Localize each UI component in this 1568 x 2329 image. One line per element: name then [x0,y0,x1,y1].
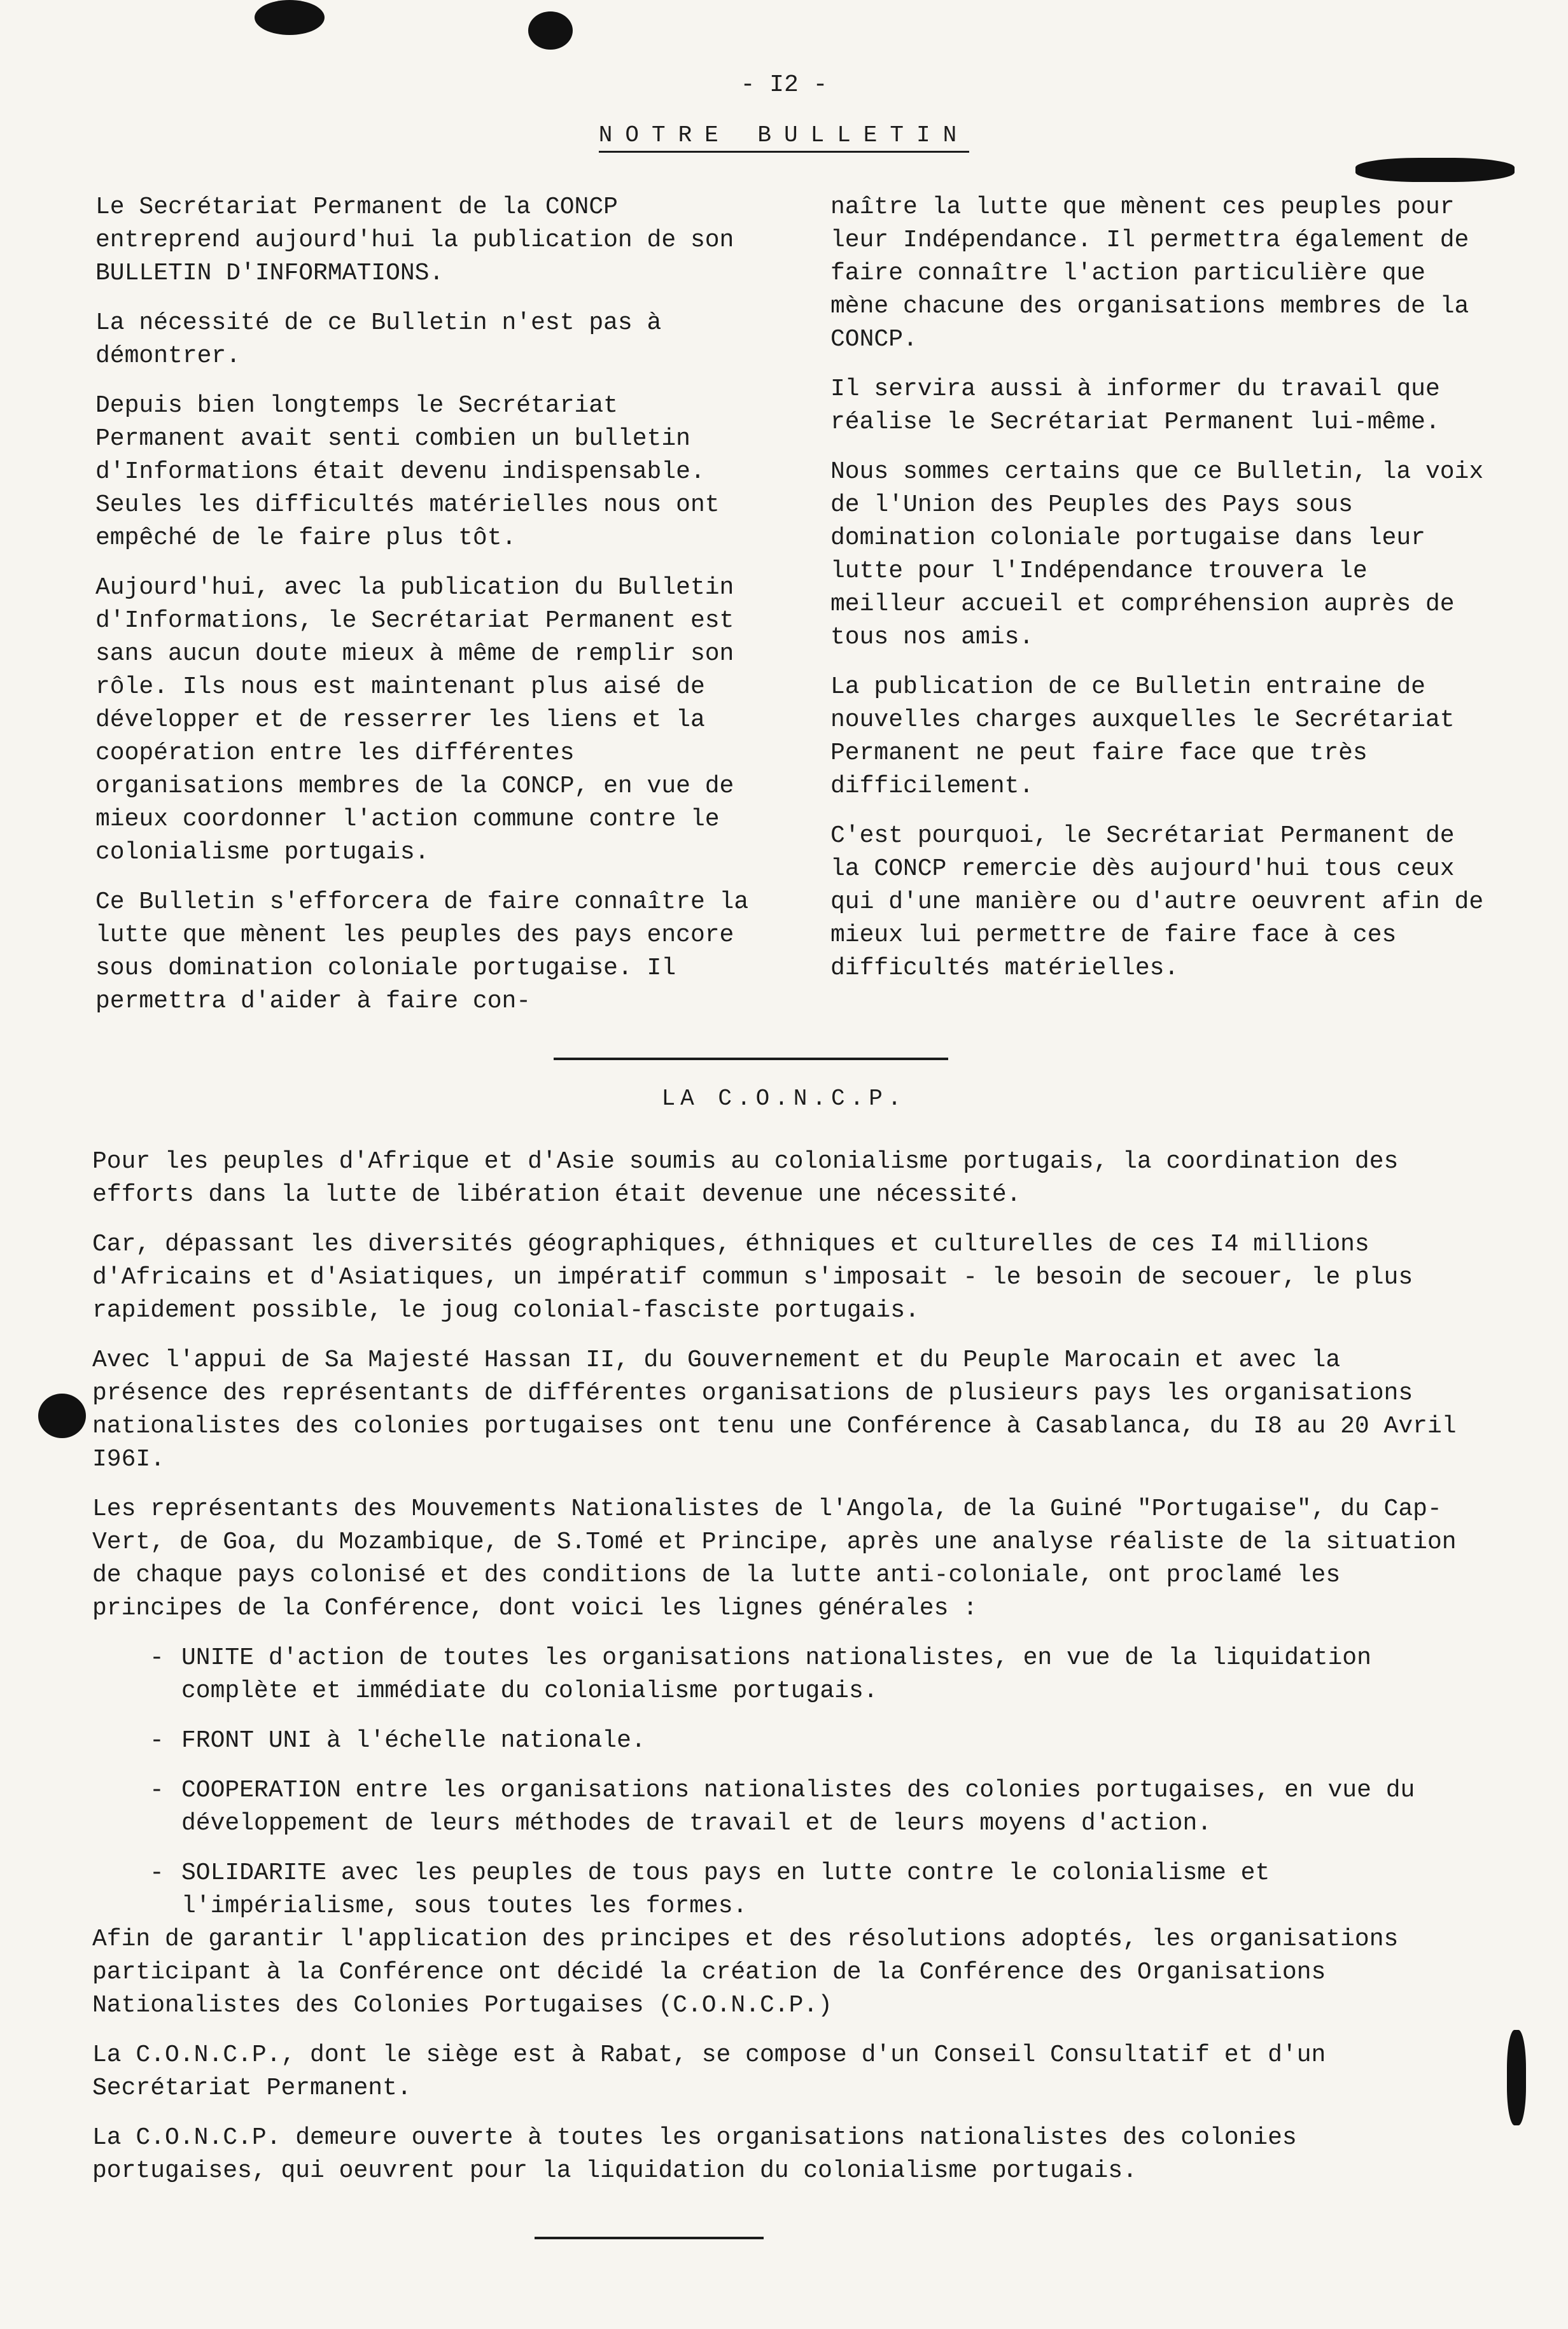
principles-list [92,1642,1467,1923]
paragraph: Depuis bien longtemps le Secrétariat Permanent avait senti combien un bulletin d'Informations était devenu indispensable. Seules les difficultés matérielles nous ont empêché de le faire plus tôt. [95,392,720,552]
paragraph: Car, dépassant les diversités géographiques, éthniques et culturelles de ces I4 millions d'Africains et d'Asiatiques, un impératif commun s'imposait - le besoin de secouer, le plus rapidement possible, le joug colonial-fasciste portugais. [92,1231,1413,1324]
paragraph: Nous sommes certains que ce Bulletin, la voix de l'Union des Peuples des Pays sous domination coloniale portugaise dans leur lutte pour l'Indépendance trouvera le meilleur accueil et compréhension auprès de tous nos amis. [830,458,1484,651]
paragraph: La publication de ce Bulletin entraine de nouvelles charges auxquelles le Secrétariat Permanent ne peut faire face que très difficilement. [830,673,1455,800]
principle-item: - FRONT UNI à l'échelle nationale. [181,1724,1467,1758]
section-divider [535,2237,764,2239]
paragraph: Il servira aussi à informer du travail que réalise le Secrétariat Permanent lui-même. [830,375,1440,436]
paragraph: Pour les peuples d'Afrique et d'Asie soumis au colonialisme portugais, la coordination des efforts dans la lutte de libération était devenue une nécessité. [92,1148,1399,1208]
paragraph: Les représentants des Mouvements Nationalistes de l'Angola, de la Guiné "Portugaise", du Cap-Vert, de Goa, du Mozambique, de S.Tomé et Principe, après une analyse réaliste de la situation de chaque pays colonisé et des conditions de la lutte anti-coloniale, ont proclamé les principes de la Conférence, dont voici les lignes générales : [92,1495,1457,1622]
paragraph: Le Secrétariat Permanent de la CONCP entreprend aujourd'hui la publication de son BULLETIN D'INFORMATIONS. [95,193,734,287]
section-title-concp: LA C.O.N.C.P. [661,1086,907,1112]
concp-body [92,1145,1467,2204]
ink-blot [38,1394,86,1438]
paragraph: La C.O.N.C.P. demeure ouverte à toutes les organisations nationalistes des colonies portugaises, qui oeuvrent pour la liquidation du colonialisme portugais. [92,2124,1297,2185]
ink-blot [1355,158,1515,182]
bulletin-left-column [95,191,757,1035]
section-divider [554,1058,948,1060]
paragraph: C'est pourquoi, le Secrétariat Permanent de la CONCP remercie dès aujourd'hui tous ceux qui d'une manière ou d'autre oeuvrent afin de mieux lui permettre de faire face à ces difficultés matérielles. [830,822,1484,982]
paragraph: La C.O.N.C.P., dont le siège est à Rabat, se compose d'un Conseil Consultatif et d'un Secrétariat Permanent. [92,2041,1326,2102]
paragraph: La nécessité de ce Bulletin n'est pas à démontrer. [95,309,662,370]
section-title-text: NOTRE BULLETIN [599,122,969,153]
ink-blot [255,0,325,35]
paragraph: Avec l'appui de Sa Majesté Hassan II, du Gouvernement et du Peuple Marocain et avec la présence des représentants de différentes organisations de plusieurs pays les organisations nationalistes des colonies portugaises ont tenu une Conférence à Casablanca, du I8 au 20 Avril I96I. [92,1346,1457,1473]
page-number: - I2 - [740,71,828,99]
section-title-notre-bulletin [0,122,1568,148]
paragraph: Afin de garantir l'application des principes et des résolutions adoptés, les organisations participant à la Conférence ont décidé la création de la Conférence des Organisations Nationalistes des Colonies Portugaises (C.O.N.C.P.) [92,1926,1399,2019]
paragraph: Ce Bulletin s'efforcera de faire connaître la lutte que mènent les peuples des pays encore sous domination coloniale portugaise. Il permettra d'aider à faire con- [95,888,749,1015]
ink-blot [1507,2030,1526,2125]
paragraph: Aujourd'hui, avec la publication du Bulletin d'Informations, le Secrétariat Permanent est sans aucun doute mieux à même de remplir son rôle. Ils nous est maintenant plus aisé de développer et de resserrer les liens et la coopération entre les différentes organisations membres de la CONCP, en vue de mieux coordonner l'action commune contre le colonialisme portugais. [95,574,734,866]
bulletin-right-column [830,191,1492,1002]
principle-item: - UNITE d'action de toutes les organisations nationalistes, en vue de la liquidation complète et immédiate du colonialisme portugais. [181,1642,1467,1708]
paragraph: naître la lutte que mènent ces peuples pour leur Indépendance. Il permettra également de faire connaître l'action particulière que mène chacune des organisations membres de la CONCP. [830,193,1469,353]
principle-item: - COOPERATION entre les organisations nationalistes des colonies portugaises, en vue du développement de leurs méthodes de travail et de leurs moyens d'action. [181,1774,1467,1840]
ink-blot [528,11,573,50]
principle-item: - SOLIDARITE avec les peuples de tous pays en lutte contre le colonialisme et l'impérialisme, sous toutes les formes. [181,1857,1467,1923]
